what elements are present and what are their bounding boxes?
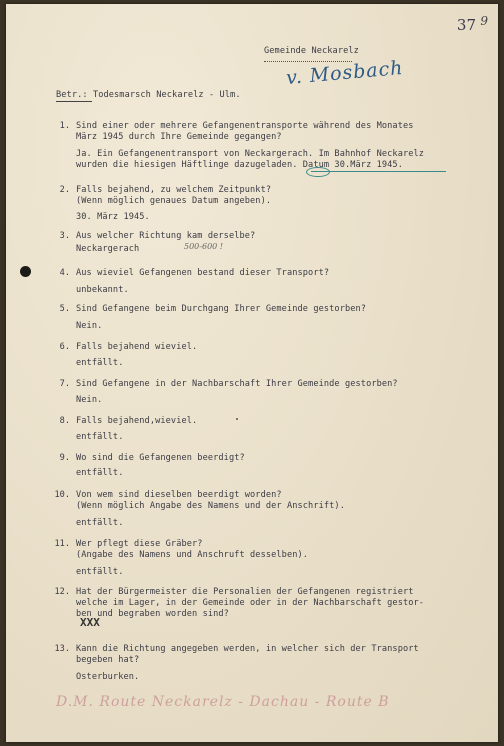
answer-text: entfällt.: [76, 518, 124, 528]
question-text: Aus welcher Richtung kam derselbe?: [76, 231, 256, 241]
date-highlight-underline: [311, 171, 446, 172]
document-page: [6, 4, 498, 742]
faded-handwritten-note: D.M. Route Neckarelz - Dachau - Route B: [56, 694, 390, 710]
question-number: 10.: [54, 490, 70, 500]
question-number: 6.: [59, 342, 70, 352]
question-text: März 1945 durch Ihre Gemeinde gegangen?: [76, 132, 282, 142]
question-text: ben und begraben worden sind?: [76, 609, 229, 619]
handwritten-stamp: v. Mosbach: [285, 56, 405, 90]
question-text: Sind Gefangene beim Durchgang Ihrer Gemeinde gestorben?: [76, 304, 367, 314]
ink-dot: [236, 418, 238, 420]
answer-text: 30. März 1945.: [76, 212, 150, 222]
answer-text: Nein.: [76, 321, 103, 331]
question-text: Kann die Richtung angegeben werden, in welcher sich der Transport: [76, 644, 419, 654]
answer-text: wurden die hiesigen Häftlinge dazugeladen. Datum 30.März 1945.: [76, 160, 403, 170]
punch-hole: [20, 266, 31, 277]
question-text: Sind einer oder mehrere Gefangenentransporte während des Monates: [76, 121, 414, 131]
question-text: Falls bejahend, zu welchem Zeitpunkt?: [76, 185, 272, 195]
subject-label: Betr.:: [56, 90, 88, 100]
question-number: 2.: [59, 185, 70, 195]
question-number: 11.: [54, 539, 70, 549]
question-text: Wo sind die Gefangenen beerdigt?: [76, 453, 245, 463]
municipality-heading: Gemeinde Neckarelz: [264, 46, 359, 56]
date-highlight-circle: [306, 167, 330, 177]
question-text: Aus wieviel Gefangenen bestand dieser Transport?: [76, 268, 330, 278]
question-text: Falls bejahend wieviel.: [76, 342, 198, 352]
question-text: (Wenn möglich Angabe des Namens und der Anschrift).: [76, 501, 345, 511]
question-number: 1.: [59, 121, 70, 131]
question-number: 4.: [59, 268, 70, 278]
answer-text: Osterburken.: [76, 672, 140, 682]
question-text: Von wem sind dieselben beerdigt worden?: [76, 490, 282, 500]
question-text: Wer pflegt diese Gräber?: [76, 539, 203, 549]
question-text: Sind Gefangene in der Nachbarschaft Ihrer Gemeinde gestorben?: [76, 379, 398, 389]
page-number: 37: [456, 16, 476, 34]
subject-text: Todesmarsch Neckarelz - Ulm.: [92, 90, 241, 100]
answer-text: entfällt.: [76, 432, 124, 442]
question-text: (Wenn möglich genaues Datum angeben).: [76, 196, 272, 206]
subject-line: [56, 90, 241, 101]
question-text: welche im Lager, in der Gemeinde oder in der Nachbarschaft gestor-: [76, 598, 425, 608]
answer-text: Neckargerach: [76, 244, 140, 254]
question-number: 8.: [59, 416, 70, 426]
question-number: 9.: [59, 453, 70, 463]
crossed-out-answer: XXX: [80, 616, 100, 629]
question-text: begeben hat?: [76, 655, 140, 665]
question-text: Falls bejahend,wieviel.: [76, 416, 198, 426]
subject-underline: [56, 101, 92, 102]
question-text: Hat der Bürgermeister die Personalien der Gefangenen registriert: [76, 587, 414, 597]
answer-text: unbekannt.: [76, 285, 129, 295]
question-number: 5.: [59, 304, 70, 314]
answer-text: Nein.: [76, 395, 103, 405]
answer-text: Ja. Ein Gefangenentransport von Neckargerach. Im Bahnhof Neckarelz: [76, 149, 425, 159]
answer-text: entfällt.: [76, 358, 124, 368]
question-number: 3.: [59, 231, 70, 241]
question-number: 12.: [54, 587, 70, 597]
answer-text: entfällt.: [76, 468, 124, 478]
question-number: 7.: [59, 379, 70, 389]
question-text: (Angabe des Namens und Anschruft desselben).: [76, 550, 309, 560]
page-number-alt: 9: [480, 14, 488, 28]
handwritten-note: 500-600 !: [184, 242, 223, 251]
answer-text: entfällt.: [76, 567, 124, 577]
question-number: 13.: [54, 644, 70, 654]
